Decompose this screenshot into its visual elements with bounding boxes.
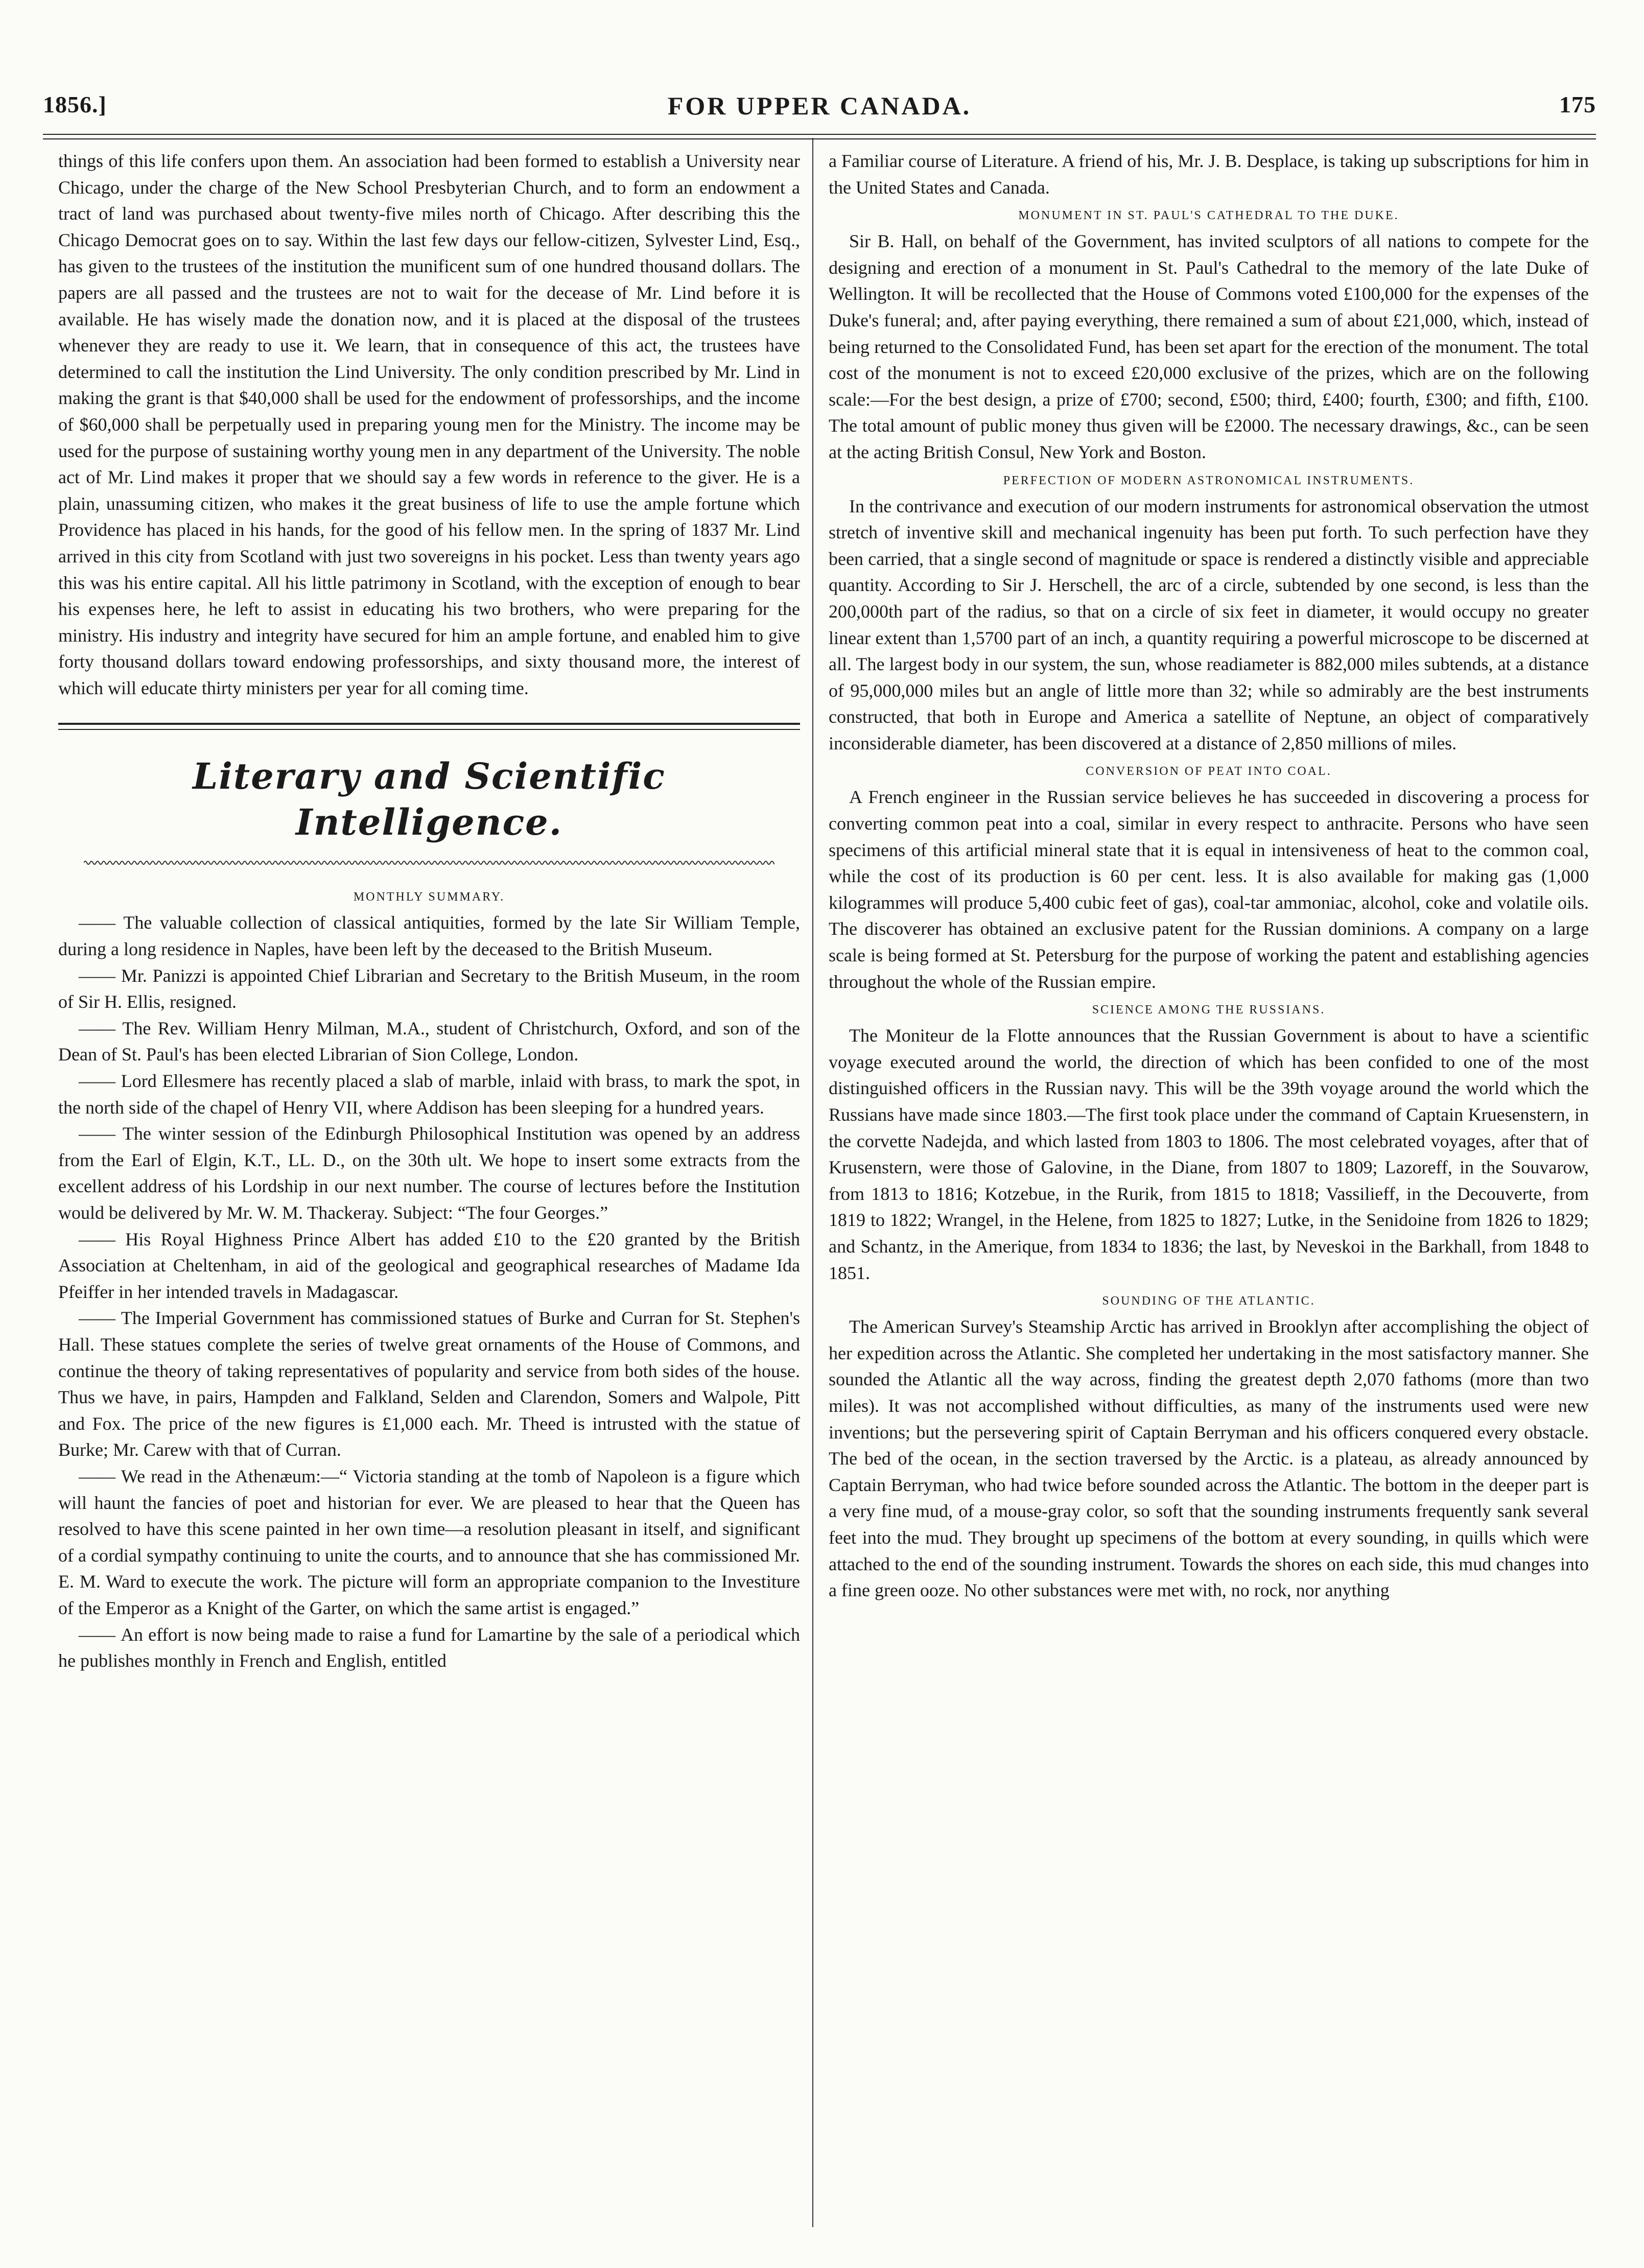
running-title: FOR UPPER CANADA. [667, 91, 972, 120]
wavy-line-icon [84, 858, 774, 868]
news-item: —— An effort is now being made to raise a fund for Lamartine by the sale of a periodical which he publishes monthly in French and English, entitled [58, 1622, 800, 1674]
article-heading: MONUMENT IN ST. PAUL'S CATHEDRAL TO THE DUKE. [1018, 209, 1399, 223]
section-banner: Literary and Scientific Intelligence. [193, 755, 666, 844]
news-item: —— We read in the Athenæum:—“ Victoria standing at the tomb of Napoleon is a figure which will haunt the fancies of poet and historian for ever. We are pleased to hear that the Queen has resolved to have this scene painted in her own time—a resolution pleasant in itself, and significant of a cordial sympathy continuing to unite the courts, and to announce that she has commissioned Mr. E. M. Ward to execute the work. The picture will form an appropriate companion to the Investiture of the Emperor as a Knight of the Garter, on which the same artist is engaged.” [58, 1463, 800, 1622]
news-item: —— The Imperial Government has commissioned statues of Burke and Curran for St. Stephen's Hall. These statues complete the series of twelve great ornaments of the House of Commons, and continue the theory of taking representatives of popularity and service from both sides of the house. Thus we have, in pairs, Hampden and Falkland, Selden and Clarendon, Somers and Walpole, Pitt and Fox. The price of the new figures is £1,000 each. Mr. Theed is intrusted with the statue of Burke; Mr. Carew with that of Curran. [58, 1305, 800, 1463]
year-label: 1856.] [43, 91, 107, 117]
page-number: 175 [1559, 91, 1596, 117]
article-body: Sir B. Hall, on behalf of the Government, has invited sculptors of all nations to compete for the designing and erection of a monument in St. Paul's Cathedral to the memory of the late Duke of Wellington. It will be recollected that the House of Commons voted £100,000 for the expenses of the Duke's funeral; and, after paying everything, there remained a sum of about £21,000, which, instead of being returned to the Consolidated Fund, has been set apart for the erection of the monument. The total cost of the monument is not to exceed £20,000 exclusive of the prizes, which are on the following scale:—For the best design, a prize of £700; second, £500; third, £400; fourth, £300; and fifth, £100. The total amount of public money thus given will be £2000. The necessary drawings, &c., can be seen at the acting British Consul, New York and Boston. [829, 231, 1589, 462]
intro-paragraph: things of this life confers upon them. An association had been formed to establish a University near Chicago, under the charge of the New School Presbyterian Church, and to form an endowment a tract of land was purchased about twenty-five miles north of Chicago. After describing this the Chicago Democrat goes on to say. Within the last few days our fellow-citizen, Sylvester Lind, Esq., has given to the trustees of the institution the munificent sum of one hundred thousand dollars. The papers are all passed and the trustees are not to wait for the decease of Mr. Lind before it is available. He has wisely made the donation now, and it is placed at the disposal of the trustees whenever they are ready to use it. We learn, that in consequence of this act, the trustees have determined to call the institution the Lind University. The only condition prescribed by Mr. Lind in making the grant is that $40,000 shall be used for the endowment of professorships, and the income of $60,000 shall be perpetually used in preparing young men for the Ministry. The income may be used for the purpose of sustaining worthy young men in any department of the University. The noble act of Mr. Lind makes it proper that we should say a few words in reference to the giver. He is a plain, unassuming citizen, who makes it the great business of life to use the ample fortune which Providence has placed in his hands, for the good of his fellow men. In the spring of 1837 Mr. Lind arrived in this city from Scotland with just two sovereigns in his pocket. Less than twenty years ago this was his entire capital. All his little patrimony in Scotland, with the exception of enough to bear his expenses here, he left to assist in educating his two brothers, who were preparing for the ministry. His industry and integrity have secured for him an ample fortune, and enabled him to give forty thousand dollars toward endowing professorships, and sixty thousand more, the interest of which will educate thirty ministers per year for all coming time. [58, 151, 800, 698]
header-rule [43, 134, 1596, 139]
article-body: The Moniteur de la Flotte announces that the Russian Government is about to have a scientific voyage executed around the world, the direction of which has been confided to one of the most distinguished officers in the Russian navy. This will be the 39th voyage around the world which the Russians have made since 1803.—The first took place under the command of Captain Kruesenstern, in the corvette Nadejda, and which lasted from 1803 to 1806. The most celebrated voyages, after that of Krusenstern, were those of Galovine, in the Diane, from 1807 to 1809; Lazoreff, in the Souvarow, from 1813 to 1816; Kotzebue, in the Rurik, from 1815 to 1818; Vassilieff, in the Decouverte, from 1819 to 1822; Wrangel, in the Helene, from 1825 to 1827; Lutke, in the Senidoine from 1826 to 1829; and Schantz, in the Amerique, from 1834 to 1836; the last, by Neveskoi in the Barkhall, from 1848 to 1851. [829, 1025, 1589, 1283]
article-heading: SCIENCE AMONG THE RUSSIANS. [1092, 1003, 1326, 1017]
news-item: —— The valuable collection of classical antiquities, formed by the late Sir William Temple, during a long residence in Naples, have been left by the deceased to the British Museum. [58, 910, 800, 962]
news-item: —— Lord Ellesmere has recently placed a slab of marble, inlaid with brass, to mark the spot, in the north side of the chapel of Henry VII, where Addison has been sleeping for a hundred years. [58, 1068, 800, 1121]
news-item: —— The winter session of the Edinburgh Philosophical Institution was opened by an address from the Earl of Elgin, K.T., LL. D., on the 30th ult. We hope to insert some extracts from the excellent address of his Lordship in our next number. The course of lectures before the Institution would be delivered by Mr. W. M. Thackeray. Subject: “The four Georges.” [58, 1121, 800, 1226]
news-item: —— His Royal Highness Prince Albert has added £10 to the £20 granted by the British Association at Cheltenham, in aid of the geological and geographical researches of Madame Ida Pfeiffer in her intended travels in Madagascar. [58, 1226, 800, 1306]
article-heading: SOUNDING OF THE ATLANTIC. [1102, 1294, 1316, 1308]
article-body: In the contrivance and execution of our modern instruments for astronomical observation the utmost stretch of inventive skill and mechanical ingenuity has been put forth. To such perfection have they been carried, that a single second of magnitude or space is rendered a distinctly visible and appreciable quantity. According to Sir J. Herschell, the arc of a circle, subtended by one second, is less than the 200,000th part of the radius, so that on a circle of six feet in diameter, it would occupy no greater linear extent than 1,5700 part of an inch, a quantity requiring a powerful microscope to be discerned at all. The largest body in our system, the sun, whose readiameter is 882,000 miles subtends, at a distance of 95,000,000 miles but an angle of little more than 32; while so admirably are the best instruments constructed, that both in Europe and America a satellite of Neptune, an object of comparatively inconsiderable diameter, has been discovered at a distance of 2,850 millions of miles. [829, 495, 1589, 753]
page-header [43, 91, 1596, 127]
column-divider [812, 138, 813, 2227]
article-body: The American Survey's Steamship Arctic has arrived in Brooklyn after accomplishing the object of her expedition across the Atlantic. She completed her undertaking in the most satisfactory manner. She sounded the Atlantic all the way across, finding the greatest depth 2,070 fathoms (more than two miles). It was not accomplished without difficulties, as many of the instruments used were new inventions; but the persevering spirit of Captain Berryman and his officers conquered every obstacle. The bed of the ocean, in the section traversed by the Arctic. is a plateau, as already announced by Captain Berryman, who had twice before sounded across the Atlantic. The bottom in the deeper part is a very fine mud, of a mouse-gray color, so soft that the sounding instruments frequently sank several feet into the mud. They brought up specimens of the bottom at every sounding, in quills which were attached to the end of the sounding instrument. Towards the shores on each side, this mud changes into a fine green ooze. No other substances were met with, no rock, nor anything [829, 1316, 1589, 1601]
left-column [58, 148, 800, 1674]
article-heading: CONVERSION OF PEAT INTO COAL. [1086, 765, 1332, 778]
right-column [829, 148, 1589, 1604]
wavy-ornament [84, 858, 774, 869]
news-item: —— Mr. Panizzi is appointed Chief Librarian and Secretary to the British Museum, in the room of Sir H. Ellis, resigned. [58, 963, 800, 1015]
section-rule [58, 723, 800, 730]
article-body: A French engineer in the Russian service believes he has succeeded in discovering a process for converting common peat into a coal, similar in every respect to anthracite. Persons who have seen specimens of this artificial mineral state that it is equal in intensiveness of heat to the common coal, while the cost of its production is 60 per cent. less. It is also available for making gas (1,000 kilogrammes will produce 5,400 cubic feet of gas), coal-tar ammoniac, alcohol, coke and volatile oils. The discoverer has obtained an exclusive patent for the Russian dominions. A company on a large scale is being formed at St. Petersburg for the purpose of working the patent and establishing agencies throughout the whole of the Russian empire. [829, 787, 1589, 992]
monthly-summary-heading: MONTHLY SUMMARY. [353, 890, 505, 904]
continued-paragraph: a Familiar course of Literature. A friend of his, Mr. J. B. Desplace, is taking up subscriptions for him in the United States and Canada. [829, 151, 1589, 198]
news-item: —— The Rev. William Henry Milman, M.A., student of Christchurch, Oxford, and son of the Dean of St. Paul's has been elected Librarian of Sion College, London. [58, 1015, 800, 1068]
article-heading: PERFECTION OF MODERN ASTRONOMICAL INSTRUMENTS. [1003, 474, 1415, 487]
